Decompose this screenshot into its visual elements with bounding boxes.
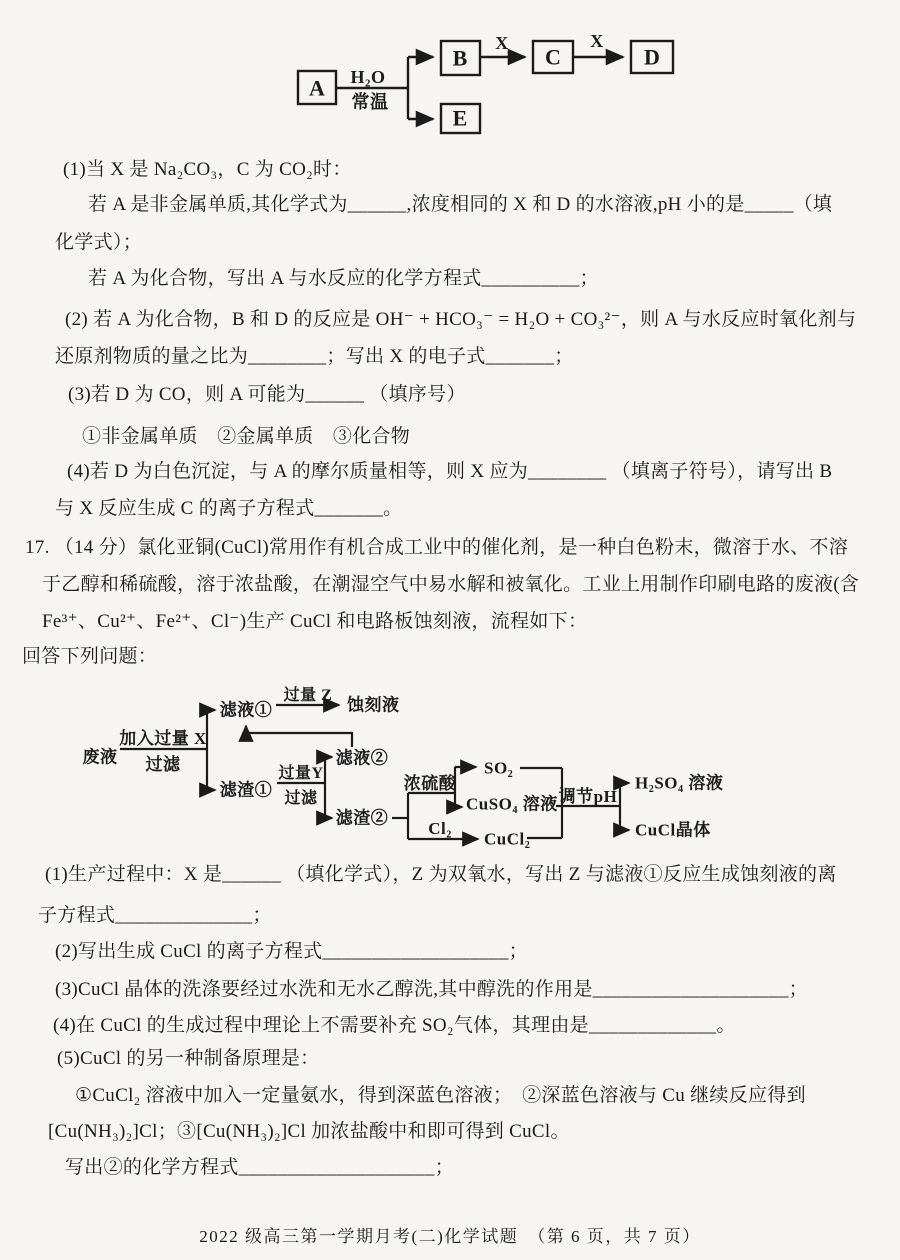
page-footer: 2022 级高三第一学期月考(二)化学试题 （第 6 页，共 7 页） — [199, 1227, 701, 1246]
q16-part2-line1: (2) 若 A 为化合物，B 和 D 的反应是 OH⁻ + HCO₃⁻ = H₂O + CO₃²⁻，则 A 与水反应时氧化剂与 — [65, 309, 857, 330]
excess-y-label: 过量Y — [278, 765, 324, 782]
q17-part2-line1: (2)写出生成 CuCl 的离子方程式___________________； — [55, 941, 528, 962]
cucl2-label: CuCl₂ — [484, 829, 531, 849]
q17-intro-line3: Fe³⁺、Cu²⁺、Fe²⁺、Cl⁻)生产 CuCl 和电路板蚀刻液，流程如下： — [42, 611, 588, 632]
q16-part4-line2: 与 X 反应生成 C 的离子方程式_______。 — [55, 498, 403, 519]
cl2-label: Cl₂ — [428, 819, 452, 838]
excess-z-label: 过量 Z — [283, 687, 333, 704]
so2-label: SO₂ — [484, 758, 514, 778]
h2so4-solution-label: H₂SO₄ 溶液 — [635, 773, 724, 793]
cuso4-solution-label: CuSO₄ 溶液 — [466, 794, 558, 814]
filtrate-2-label: 滤液② — [335, 748, 389, 768]
q17-part5-line3: 写出②的化学方程式____________________； — [65, 1157, 455, 1178]
q17-part3-line1: (3)CuCl 晶体的洗涤要经过水洗和无水乙醇洗,其中醇洗的作用是____________________； — [55, 979, 808, 1000]
process-flow-labels — [83, 685, 724, 849]
q17-part5-head: (5)CuCl 的另一种制备原理是： — [57, 1048, 320, 1069]
q17-answer-prompt: 回答下列问题： — [22, 646, 158, 667]
cucl-crystal-label: CuCl晶体 — [635, 820, 711, 840]
q17-intro-line2: 于乙醇和稀硫酸，溶于浓盐酸，在潮湿空气中易水解和被氧化。工业上用制作印刷电路的废液(含 — [42, 574, 860, 595]
filter-label-1: 过滤 — [145, 755, 181, 774]
q16-part3-options: ①非金属单质 ②金属单质 ③化合物 — [82, 426, 411, 447]
room-temp-label: 常温 — [351, 92, 389, 112]
box-d-label: D — [644, 44, 660, 70]
reaction-chain-labels — [309, 31, 660, 131]
q16-part2-line2: 还原剂物质的量之比为________；写出 X 的电子式_______； — [55, 346, 574, 367]
residue-1-label: 滤渣① — [219, 780, 273, 800]
q16-part4-line1: (4)若 D 为白色沉淀，与 A 的摩尔质量相等，则 X 应为________ （填离子符号），请写出 B — [67, 461, 833, 482]
q17-part4-line1: (4)在 CuCl 的生成过程中理论上不需要补充 SO₂气体，其理由是_____________。 — [53, 1015, 736, 1036]
q16-part1-head: (1)当 X 是 Na₂CO₃，C 为 CO₂时： — [63, 159, 352, 180]
box-a-label: A — [309, 75, 325, 101]
q16-part3-line1: (3)若 D 为 CO，则 A 可能为______ （填序号） — [68, 384, 466, 405]
h2o-condition-label: H₂O — [350, 67, 386, 87]
etching-liquid-label: 蚀刻液 — [347, 695, 400, 715]
box-b-label: B — [452, 45, 468, 71]
conc-sulfuric-acid-label: 浓硫酸 — [403, 774, 457, 793]
filter-label-2: 过滤 — [284, 790, 318, 807]
q16-part1-line2: 化学式）； — [55, 232, 143, 253]
waste-liquid-label: 废液 — [82, 747, 118, 767]
x-label-2: X — [590, 31, 604, 51]
add-excess-x-label: 加入过量 X — [119, 729, 207, 748]
reaction-chain-lines — [298, 41, 673, 133]
q16-part1-line1: 若 A 是非金属单质,其化学式为______,浓度相同的 X 和 D 的水溶液,pH 小的是_____（填 — [88, 194, 833, 215]
filtrate-1-label: 滤液① — [219, 700, 273, 720]
q17-part5-line1: ①CuCl₂ 溶液中加入一定量氨水，得到深蓝色溶液； ②深蓝色溶液与 Cu 继续反应得到 — [75, 1085, 806, 1106]
box-e-label: E — [452, 105, 468, 131]
q17-part1-line1: (1)生产过程中：X 是______ （填化学式），Z 为双氧水，写出 Z 与滤液①反应生成蚀刻液的离 — [45, 864, 837, 885]
x-label-1: X — [495, 33, 509, 53]
box-c-label: C — [545, 44, 561, 70]
adjust-ph-label: 调节pH — [558, 787, 618, 806]
q17-part1-line2: 子方程式______________； — [38, 905, 272, 926]
q17-part5-line2: [Cu(NH₃)₂]Cl；③[Cu(NH₃)₂]Cl 加浓盐酸中和即可得到 CuCl。 — [48, 1121, 570, 1142]
q17-intro-line1: 17. （14 分）氯化亚铜(CuCl)常用作有机合成工业中的催化剂，是一种白色粉末，微溶于水、不溶 — [25, 537, 849, 558]
residue-2-label: 滤渣② — [335, 808, 389, 828]
q16-part1-line3: 若 A 为化合物，写出 A 与水反应的化学方程式__________； — [88, 268, 599, 289]
